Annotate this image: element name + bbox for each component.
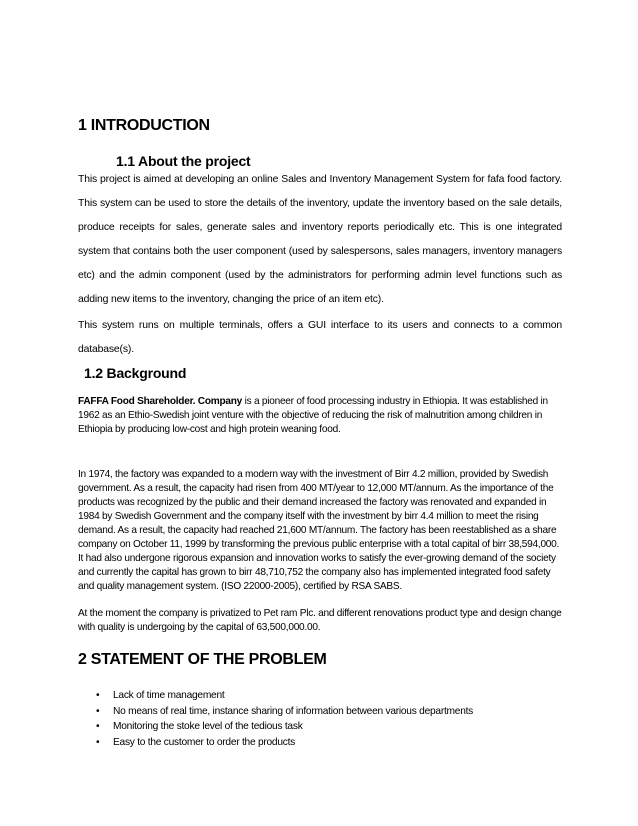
list-item: • Lack of time management xyxy=(96,688,473,704)
background-paragraph-1 xyxy=(78,395,562,437)
background-paragraph-1-text: is a pioneer of food processing industry in Ethiopia. It was established in 1962 as an Ethio-Swedish joint venture with the objective of reducing the risk of malnutrition among children in Ethiopia by producing low-cost and high protein weaning food. xyxy=(78,396,548,435)
background-heading: 1.2 Background xyxy=(84,365,187,381)
about-paragraph-2: This system runs on multiple terminals, offers a GUI interface to its users and connects to a common database(s). xyxy=(78,320,562,355)
company-name: FAFFA Food Shareholder. Company xyxy=(78,396,243,407)
bullet-icon: • xyxy=(96,736,100,748)
introduction-heading: 1 INTRODUCTION xyxy=(78,117,210,134)
about-paragraph-1: This project is aimed at developing an online Sales and Inventory Management System for fafa food factory. This system can be used to store the details of the inventory, update the inventory based on the sale details, produce receipts for sales, generate sales and inventory reports periodically etc. This is one integrated system that contains both the user component (used by salespersons, sales managers, inventory managers etc) and the admin component (used by the administrators for performing admin level functions such as adding new items to the inventory, changing the price of an item etc). xyxy=(78,174,562,305)
statement-of-problem-heading: 2 STATEMENT OF THE PROBLEM xyxy=(78,651,327,668)
problem-bullet-list xyxy=(96,688,473,750)
background-paragraph-2: In 1974, the factory was expanded to a modern way with the investment of Birr 4.2 million, provided by Swedish government. As a result, the capacity had risen from 400 MT/year to 12,000 MT/annum. As the importance of the products was recognized by the public and their demand increased the factory was renovated and expanded in 1984 by Swedish Government and the company itself with the investment by birr 4.4 million to meet the rising demand. As a result, the capacity had reached 21,600 MT/annum. The factory has been reestablished as a share company on October 11, 1999 by transforming the previous public enterprise with a total capital of birr 38,594,000. It had also undergone rigorous expansion and innovation works to satisfy the ever-growing demand of the society and currently the capital has grown to birr 48,710,752 the company also has implemented integrated food safety and quality management system. (ISO 22000-2005), certified by RSA SABS. xyxy=(78,469,560,592)
about-heading: 1.1 About the project xyxy=(116,153,251,169)
list-item: • Easy to the customer to order the products xyxy=(96,735,473,751)
background-paragraph-3: At the moment the company is privatized to Pet ram Plc. and different renovations product type and design change with quality is undergoing by the capital of 63,500,000.00. xyxy=(78,608,562,633)
list-item: • Monitoring the stoke level of the tedious task xyxy=(96,719,473,735)
list-item: • No means of real time, instance sharing of information between various departments xyxy=(96,704,473,720)
bullet-icon: • xyxy=(96,705,100,717)
bullet-icon: • xyxy=(96,721,100,732)
bullet-icon: • xyxy=(96,690,100,701)
